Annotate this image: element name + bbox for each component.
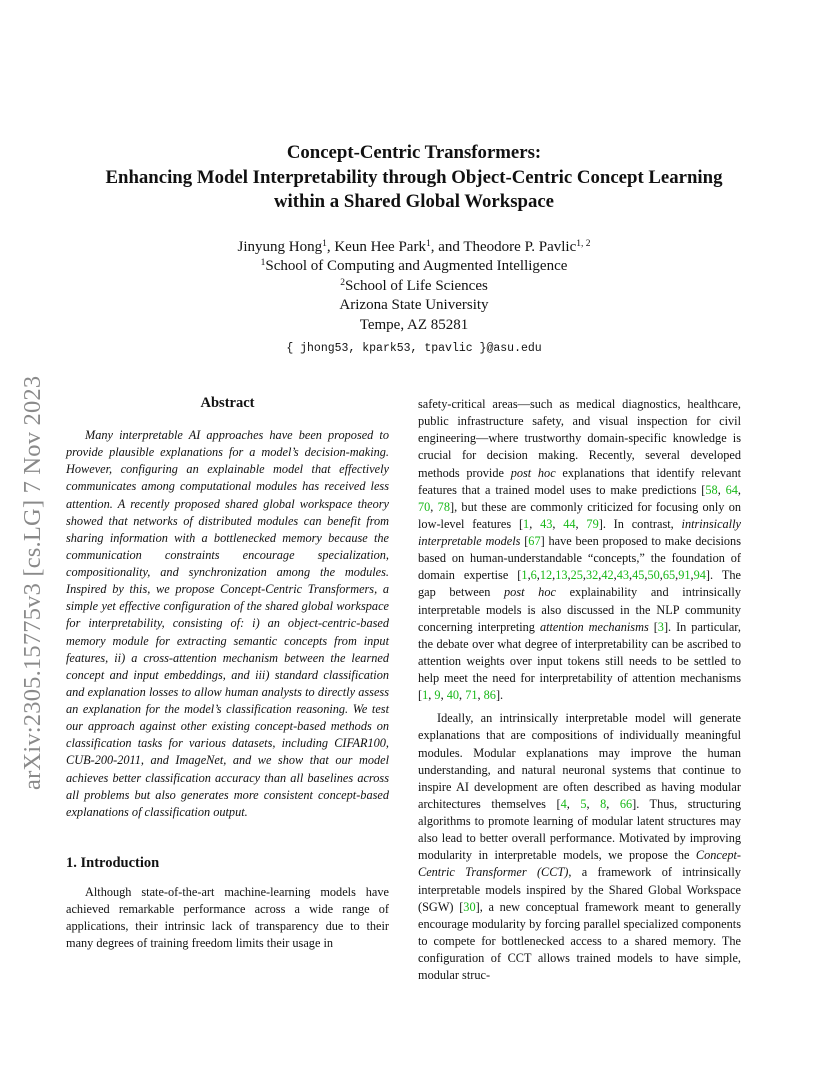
intro-paragraph-1: Although state-of-the-art machine-learning models have achieved remarkable performance across a wide range of applications, their intrinsic lack of transparency due to their many degrees of training freedom limits their usage in [66,884,389,951]
citation-link[interactable]: 50 [647,568,660,583]
affiliation-mark: 1 [425,239,431,249]
author-block [100,238,728,358]
citation-link[interactable]: 43 [540,516,553,531]
author-emails: { jhong53, kpark53, tpavlic }@asu.edu [286,342,542,356]
affiliation-1: $^1$School of Computing and Augmented Intelligence [260,258,568,275]
citation-link[interactable]: 12 [539,568,553,583]
citation-link[interactable]: 43 [616,568,630,583]
arxiv-side-stamp [18,290,48,790]
citation-link[interactable]: 6 [530,568,537,583]
abstract-heading: Abstract [200,395,255,411]
citation-link[interactable]: 1 [523,516,530,531]
intro-paragraph-2: Ideally, an intrinsically interpretable model will generate explanations that are compositions of individually meaningful modules. Modular explanations may improve the human understanding, and natural neuronal systems that continue to inspire AI development are often described as having modular architectures themselves [4, 5, 8, 66]. Thus, structuring algorithms to promote learning of modular latent structures may also lead to better overall performance. Motivated by improving modularity in interpretable models, we propose the Concept-Centric Transformer (CCT), a framework of intrinsically interpretable models inspired by the Shared Global Workspace (SGW) [30], a new conceptual framework meant to generally encourage modularity by forcing parallel specialized components to compete for bottlenecked access to a shared memory. The configuration of CCT allows trained models to have simple, modular struc- [418,711,742,983]
citation-link[interactable]: 9 [434,688,441,703]
paper-title [70,141,758,215]
citation-link[interactable]: 44 [563,516,576,531]
citation-link[interactable]: 64 [725,482,738,497]
citation-link[interactable]: 32 [586,568,599,583]
citation-link[interactable]: 5 [580,796,587,811]
citation-link[interactable]: 66 [619,796,633,811]
section-heading-introduction: 1. Introduction [66,854,160,871]
right-column [418,396,741,984]
affiliation-2: $^2$School of Life Sciences [340,277,488,294]
citation-link[interactable]: 25 [570,568,583,583]
intro-paragraph-1-continued: safety-critical areas—such as medical diagnostics, healthcare, public infrastructure safety, and visual inspection for civil engineering—where trustworthy domain-specific knowledge is crucial for decision making. Recently, several developed methods provide post hoc explanations that identify relevant features that a trained model uses to make predictions [58, 64, 70, 78], but these are commonly criticized for focusing only on low-level features [1, 43, 44, 79]. In contrast, intrinsically interpretable models [67] have been proposed to make decisions based on human-understandable “concepts,” the foundation of domain expertise [1,6,12,13,25,32,42,43,45,50,65,91,94]. The gap between post hoc explainability and intrinsically interpretable models is also discussed in the NLP community concerning interpreting attention mechanisms [3]. In particular, the debate over what degree of interpretability can be ascribed to attention weights over input tokens still needs to be settled to help meet the need for interpretability of attention mechanisms [1, 9, 40, 71, 86]. [418,397,742,703]
citation-link[interactable]: 1 [521,568,528,583]
citation-link[interactable]: 94 [693,568,706,583]
citation-link[interactable]: 42 [601,568,614,583]
citation-link[interactable]: 40 [446,688,460,703]
citation-link[interactable]: 45 [632,568,645,583]
citation-link[interactable]: 13 [555,568,568,583]
citation-link[interactable]: 8 [600,796,607,811]
title-line-2: Enhancing Model Interpretability through Object-Centric Concept Learning [105,166,723,188]
citation-link[interactable]: 65 [662,568,676,583]
citation-link[interactable]: 78 [437,499,450,514]
citation-link[interactable]: 58 [705,482,718,497]
left-column [66,394,389,952]
title-line-1: Concept-Centric Transformers: [286,142,542,163]
citation-link[interactable]: 3 [657,619,664,634]
author-name: Theodore P. Pavlic [463,239,577,255]
citation-link[interactable]: 30 [463,899,476,914]
citation-link[interactable]: 91 [678,568,691,583]
citation-link[interactable]: 4 [560,796,567,811]
university: Arizona State University [339,297,489,314]
abstract-text: Many interpretable AI approaches have been proposed to provide plausible explanations for a model’s decision-making. However, configuring an explainable model that effectively communicates among computational modules has received less attention. A recently proposed shared global workspace theory showed that networks of distributed modules can benefit from sharing information with a bottlenecked memory because the communication constraints encourage specialization, compositionality, and synchronization among the modules. Inspired by this, we propose Concept-Centric Transformers, a simple yet effective configuration of the shared global workspace for interpretability, consisting of: i) an object-centric-based memory module for extracting semantic concepts from input features, ii) a cross-attention mechanism between the learned concept and input embeddings, and iii) standard classification and explanation losses to allow human analysts to directly assess an explanation for the model’s classification reasoning. We test our approach against other existing concept-based methods on classification tasks for various datasets, including CIFAR100, CUB-200-2011, and ImageNet, and we show that our model achieves better classification accuracy than all baselines across all problems but also generates more consistent concept-based explanations of classification output. [66,428,389,819]
citation-link[interactable]: 86 [483,688,496,703]
author-name: Jinyung Hong [237,239,323,255]
affiliation-mark: 1 [322,239,327,249]
city: Tempe, AZ 85281 [359,316,469,333]
citation-link[interactable]: 71 [465,688,478,703]
affiliation-mark: 1, 2 [576,239,591,249]
arxiv-identifier[interactable]: arXiv:2305.15775v3 [cs.LG] 7 Nov 2023 [19,375,46,790]
citation-link[interactable]: 1 [422,688,429,703]
author-names: Jinyung Hong$^1$, Keun Hee Park$^1$, and Theodore P. Pavlic$^{1, 2}$ [237,239,591,255]
title-line-3: within a Shared Global Workspace [273,191,555,212]
author-name: Keun Hee Park [334,239,426,255]
citation-link[interactable]: 67 [528,534,541,548]
citation-link[interactable]: 79 [586,516,599,531]
citation-link[interactable]: 70 [418,499,431,514]
